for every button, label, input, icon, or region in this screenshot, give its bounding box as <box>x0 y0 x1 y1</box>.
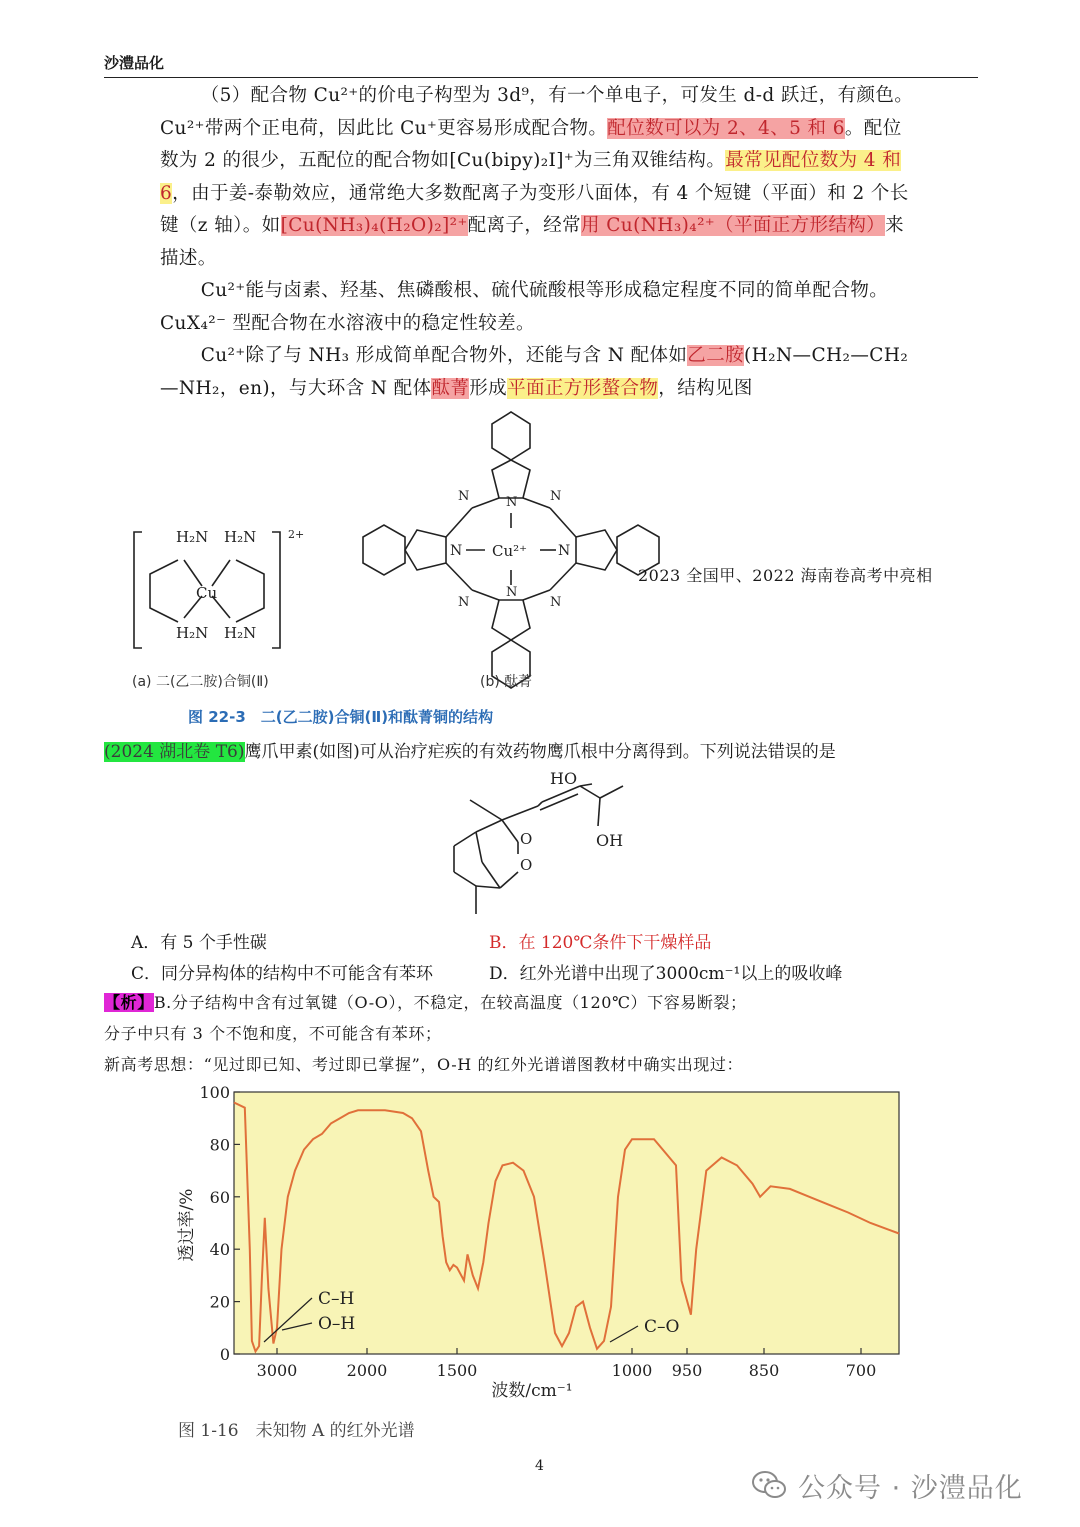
molecule-yingzhaosu <box>440 764 640 924</box>
nh2-label-top-right: H₂N <box>224 528 257 546</box>
x-tick-label: 950 <box>671 1361 703 1380</box>
subcaption-a: (a) 二(乙二胺)合铜(Ⅱ) <box>132 674 269 690</box>
option-a: A．有 5 个手性碳 <box>131 933 267 953</box>
x-tick-label: 1500 <box>436 1361 478 1380</box>
question-stem <box>104 737 964 762</box>
chart-caption: 图 1-16 未知物 A 的红外光谱 <box>178 1421 415 1441</box>
header-rule <box>104 77 978 78</box>
paragraph-3-text-b: (H₂N—CH₂—CH₂—NH₂，en)，与大环含 N 配体 <box>160 345 909 399</box>
subcaption-b: (b) 酞菁 <box>480 674 533 690</box>
option-d: D．红外光谱中出现了3000cm⁻¹以上的吸收峰 <box>489 964 843 984</box>
paragraph-1-text-c: ，由于姜-泰勒效应，通常绝大多数配离子为变形八面体，有 4 个短键（平面）和 2 个长键（z 轴）。如 <box>160 182 909 236</box>
n-label-6: N <box>506 585 518 600</box>
exam-side-note: 2023 全国甲、2022 海南卷高考中亮相 <box>638 566 933 585</box>
annotation-co: C–O <box>644 1317 680 1337</box>
n-label-7: N <box>450 543 463 559</box>
question-tag: (2024 湖北卷 T6) <box>104 742 245 762</box>
x-tick-label: 1000 <box>611 1361 653 1380</box>
x-tick-label: 2000 <box>346 1361 388 1380</box>
n-label-3: N <box>458 595 470 610</box>
paragraph-1-text-b: 。配位数为 2 的很少，五配位的配合物如[Cu(bipy)₂I]⁺为三角双锥结构。 <box>160 117 902 171</box>
n-label-4: N <box>550 595 562 610</box>
analysis-tag: 【析】 <box>104 993 154 1012</box>
highlight-ethylenediamine: 乙二胺 <box>687 345 744 366</box>
analysis-line-1 <box>104 987 984 1018</box>
highlight-chelate: 平面正方形螯合物 <box>507 377 659 399</box>
analysis-line-2: 分子中只有 3 个不饱和度，不可能含有苯环； <box>104 1024 442 1043</box>
y-tick-label: 20 <box>209 1292 230 1312</box>
x-axis-label: 波数/cm⁻¹ <box>491 1381 573 1401</box>
paragraph-3 <box>160 340 920 405</box>
cu-label-a: Cu <box>196 584 218 602</box>
figure-caption: 图 22-3 二(乙二胺)合铜(Ⅱ)和酞菁铜的结构 <box>188 708 494 726</box>
option-c: C．同分异构体的结构中不可能含有苯环 <box>131 964 434 984</box>
question-text: 鹰爪甲素(如图)可从治疗疟疾的有效药物鹰爪根中分离得到。下列说法错误的是 <box>244 742 836 762</box>
nh2-label-top-left: H₂N <box>176 528 209 546</box>
text-section-copper-complexes <box>160 80 920 405</box>
page-header: 沙澧品化 <box>104 54 165 72</box>
n-label-8: N <box>558 543 571 559</box>
n-label-1: N <box>458 489 470 504</box>
y-tick-label: 80 <box>209 1135 230 1155</box>
y-axis-label: 透过率/% <box>177 1188 197 1262</box>
watermark-text: 公众号 · 沙澧品化 <box>798 1473 1023 1504</box>
n-label-5: N <box>506 495 518 510</box>
paragraph-2: Cu²⁺能与卤素、羟基、焦磷酸根、硫代硫酸根等形成稳定程度不同的简单配合物。CuX₄²⁻ 型配合物在水溶液中的稳定性较差。 <box>160 280 889 334</box>
y-tick-label: 60 <box>209 1187 230 1207</box>
charge-label-a: 2+ <box>288 528 305 541</box>
cu-label-b: Cu²⁺ <box>492 542 528 560</box>
paragraph-3-text-c: 形成 <box>469 377 508 399</box>
paragraph-1 <box>160 80 920 275</box>
paragraph-1-text-a: （5）配合物 Cu²⁺的价电子构型为 3d⁹，有一个单电子，可发生 d-d 跃迁，有颜色。Cu²⁺带两个正电荷，因此比 Cu⁺更容易形成配合物。 <box>160 85 914 139</box>
nh2-label-bottom-left: H₂N <box>176 624 209 642</box>
peroxide-o-label-1: O <box>520 830 533 848</box>
analysis-line-3: 新高考思想：“见过即已知、考过即已掌握”，O-H 的红外光谱谱图教材中确实出现过： <box>104 1055 744 1074</box>
highlight-common-coordination: 最常见配位数为 4 和 6 <box>160 150 902 204</box>
y-tick-label: 40 <box>209 1240 230 1260</box>
ir-spectrum-chart <box>170 1080 910 1450</box>
paragraph-1-text-e: 来描述。 <box>160 215 905 269</box>
annotation-ch: C–H <box>318 1289 355 1309</box>
highlight-phthalocyanine: 酞菁 <box>431 377 470 399</box>
highlight-complex-ion: [Cu(NH₃)₄(H₂O)₂]²⁺ <box>280 215 468 236</box>
oh-label: OH <box>596 831 624 850</box>
ho-label: HO <box>550 769 578 788</box>
nh2-label-bottom-right: H₂N <box>224 624 257 642</box>
n-label-2: N <box>550 489 562 504</box>
y-tick-label: 0 <box>219 1345 230 1364</box>
figure-copper-complex-structures <box>120 410 660 730</box>
peroxide-o-label-2: O <box>520 856 533 874</box>
y-tick-label: 100 <box>199 1083 230 1102</box>
paragraph-3-text-d: ，结构见图 <box>658 377 753 399</box>
analysis-block <box>104 987 984 1080</box>
paragraph-3-text-a: Cu²⁺除了与 NH₃ 形成简单配合物外，还能与含 N 配体如 <box>200 345 688 366</box>
paragraph-1-text-d: 配离子，经常 <box>467 215 582 236</box>
highlight-square-planar: 用 Cu(NH₃)₄²⁺（平面正方形结构） <box>581 215 886 236</box>
x-tick-label: 850 <box>748 1361 780 1380</box>
analysis-line-1-text: B.分子结构中含有过氧键（O-O），不稳定，在较高温度（120℃）下容易断裂； <box>153 993 747 1012</box>
annotation-oh: O–H <box>318 1314 356 1334</box>
wechat-icon <box>752 1470 786 1500</box>
page-number: 4 <box>535 1458 544 1474</box>
x-tick-label: 700 <box>845 1361 877 1380</box>
option-b: B．在 120℃条件下干燥样品 <box>489 933 712 953</box>
x-tick-label: 3000 <box>256 1361 298 1380</box>
highlight-coordination-numbers: 配位数可以为 2、4、5 和 6 <box>607 117 845 139</box>
